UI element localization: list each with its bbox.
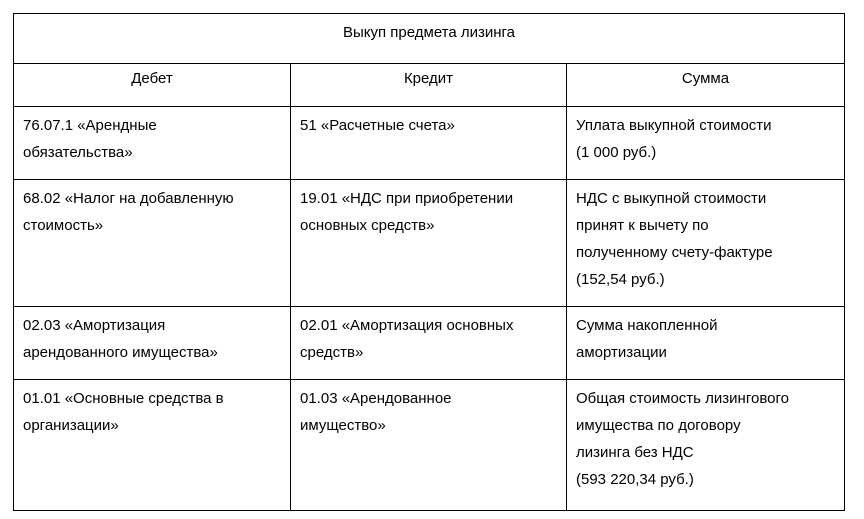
credit-text: 02.01 «Амортизация основных средств»	[300, 317, 514, 361]
title-row	[14, 14, 845, 64]
debit-cell	[14, 307, 291, 380]
amount-cell	[567, 180, 845, 307]
table-row	[14, 107, 845, 180]
credit-cell	[291, 380, 567, 511]
leasing-buyout-table	[13, 13, 845, 511]
header-amount-cell	[567, 64, 845, 107]
credit-cell	[291, 307, 567, 380]
amount-text: Уплата выкупной стоимости (1 000 руб.)	[576, 117, 772, 161]
header-row	[14, 64, 845, 107]
table-title: Выкуп предмета лизинга	[342, 24, 516, 41]
amount-cell	[567, 307, 845, 380]
header-debit-cell	[14, 64, 291, 107]
table-row	[14, 380, 845, 511]
debit-cell	[14, 107, 291, 180]
credit-cell	[291, 107, 567, 180]
credit-text: 51 «Расчетные счета»	[300, 117, 455, 134]
debit-cell	[14, 380, 291, 511]
header-debit: Дебет	[131, 70, 173, 87]
table-row	[14, 307, 845, 380]
debit-text: 76.07.1 «Арендные обязательства»	[23, 117, 157, 161]
header-credit: Кредит	[403, 70, 454, 87]
debit-cell	[14, 180, 291, 307]
credit-text: 01.03 «Арендованное имущество»	[300, 390, 452, 434]
credit-cell	[291, 180, 567, 307]
table-row	[14, 180, 845, 307]
debit-text: 68.02 «Налог на добавленную стоимость»	[23, 190, 234, 234]
debit-text: 01.01 «Основные средства в организации»	[23, 390, 224, 434]
debit-text: 02.03 «Амортизация арендованного имущества»	[23, 317, 218, 361]
header-credit-cell	[291, 64, 567, 107]
credit-text: 19.01 «НДС при приобретении основных средств»	[300, 190, 514, 234]
amount-text: Сумма накопленной амортизации	[576, 317, 718, 361]
amount-text: Общая стоимость лизингового имущества по договору лизинга без НДС (593 220,34 руб.)	[576, 390, 789, 488]
amount-cell	[567, 107, 845, 180]
header-amount: Сумма	[681, 70, 730, 87]
table-title-cell	[14, 14, 845, 64]
amount-cell	[567, 380, 845, 511]
amount-text: НДС с выкупной стоимости принят к вычету по полученному счету-фактуре (152,54 руб.)	[576, 190, 773, 288]
